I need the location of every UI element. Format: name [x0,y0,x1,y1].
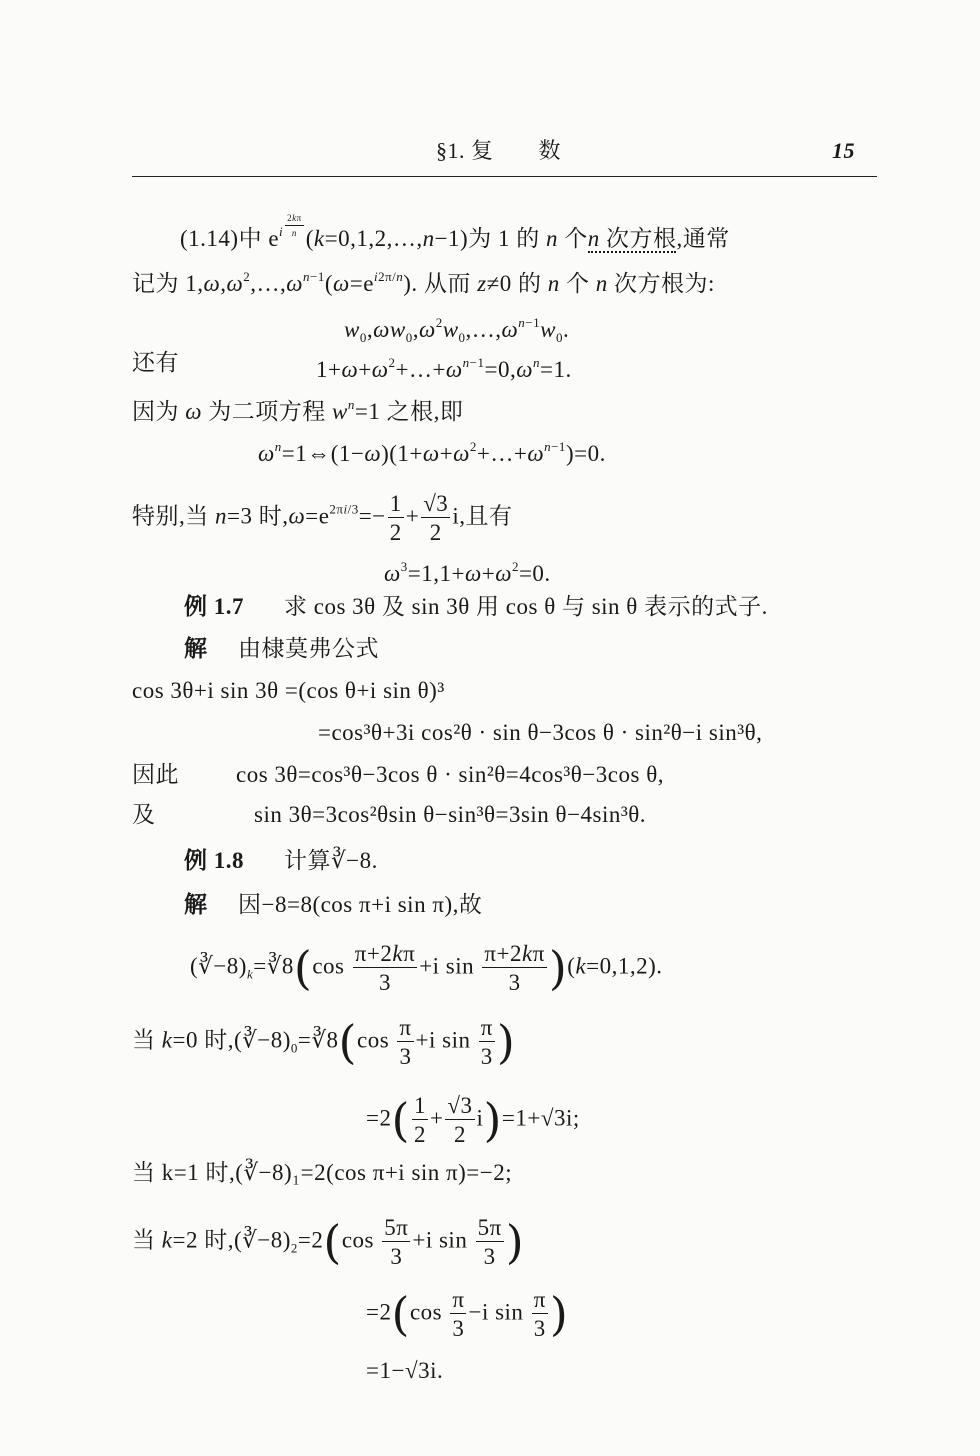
example-1-7-text: 求 cos 3θ 及 sin 3θ 用 cos θ 与 sin θ 表示的式子. [284,594,768,619]
text-line-2: 记为 $1,\omega,\omega^2,\dots,\omega^{n-1}(\omega=e^{i2\pi/n})$. 从而 z≠0 的 n 个 n 次方根为: [132,269,715,296]
equation-sin3: sin 3θ=3cos²θsin θ−sin³θ=3sin θ−4sin³θ. [254,802,647,827]
header-rule [132,176,877,177]
example-1-8-label: 例 1.8 [184,848,244,873]
running-header: §1. 复 数 [436,138,562,163]
text-line-5: 因为 ω 为二项方程 $w^n=1$ 之根,即 [132,397,464,424]
equation-binomial: $\omega^n=1\Leftrightarrow(1-\omega)(1+\omega+\omega^2+\dots+\omega^{n-1})=0$. [258,439,606,466]
equation-k2: 当 k=2 时$,(∛-8)_2=2(\cos$ $\frac{5\pi}{3}$ +i sin $\frac{5\pi}{3}$ ) [132,1215,525,1269]
solution-label-2: 解 [184,892,208,917]
equation-cos3: cos 3θ=cos³θ−3cos θ · sin²θ=4cos³θ−3cos θ, [236,762,664,787]
equation-roots: $w_0,\omega w_0,\omega^2w_0,\dots,\omega^{n-1}w_0$. [344,315,570,345]
solution-label: 解 [184,636,208,661]
equation-demoivre: cos 3θ+i sin 3θ =(cos θ+i sin θ)³ [132,678,445,703]
label-therefore: 因此 [132,762,179,787]
equation-sum: $1+\omega+\omega^2+\dots+\omega^{n-1}=0,\omega^n=1$. [316,355,572,382]
equation-k0: 当 k=0 时$,(∛-8)_0=∛8(\cos$ $\frac{\pi}{3}$ +i sin $\frac{\pi}{3}$ ) [132,1015,516,1069]
solution-1-7-text: 由棣莫弗公式 [238,636,379,661]
equation-k0-result: =2( $\frac{1}{2}$ + $\frac{√3}{2}$ i)=1+√3i; [366,1093,580,1147]
text-line-7: 特别,当 n=3 时$,\omega=e^{2\pi i/3}=-$ $\frac{1}{2}$ + $\frac{√3}{2}$ i,且有 [132,491,513,545]
solution-1-8-text: 因−8=8(cos π+i sin π),故 [238,892,483,917]
equation-k2-result: =1−√3i. [366,1358,444,1383]
equation-expansion: =cos³θ+3i cos²θ · sin θ−3cos θ · sin²θ−i sin³θ, [318,720,763,745]
page-number: 15 [832,138,855,163]
example-1-8-text: 计算∛−8. [284,848,378,873]
equation-root-formula: $(∛-8)_k=∛8(\cos$ $\frac{\pi+2k\pi}{3}$ +i sin $\frac{\pi+2k\pi}{3}$ )(k=0,1,2). [190,941,663,995]
example-1-7-label: 例 1.7 [184,594,244,619]
label-and: 及 [132,802,156,827]
equation-k1: 当 k=1 时,(∛−8)₁=2(cos π+i sin π)=−2; [132,1160,513,1185]
equation-omega-cube: $\omega^3=1,1+\omega+\omega^2=0$. [384,559,551,586]
text-line-1: (1.14)中 $e^{i \frac{2k\pi}{n}}$ (k=0,1,2,…,n−1)为 1 的 n 个n 次方根,通常 [180,213,730,251]
equation-k2-step: =2(cos $\frac{\pi}{3}$ −i sin $\frac{\pi}{3}$ ) [366,1287,569,1341]
label-also: 还有 [132,350,179,375]
